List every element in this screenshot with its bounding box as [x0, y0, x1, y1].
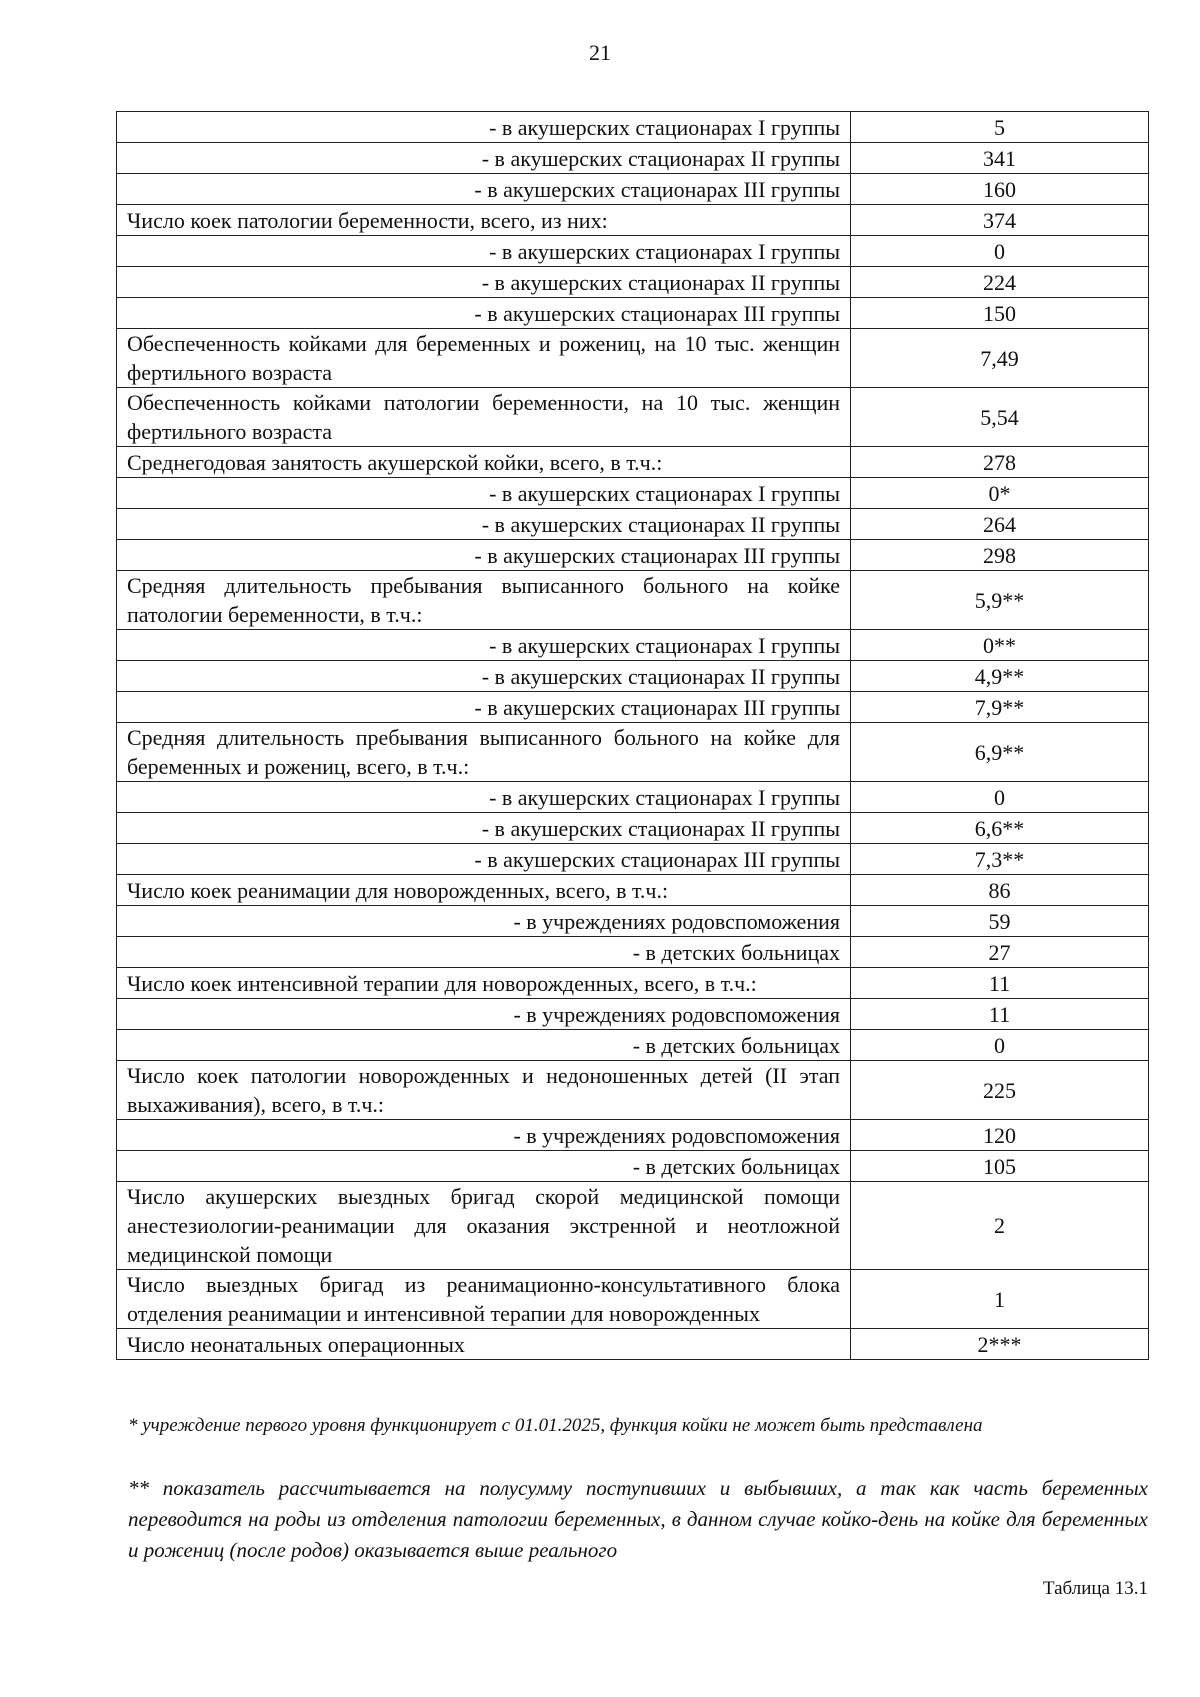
row-label: - в учреждениях родовспоможения [117, 1120, 851, 1151]
table-caption: Таблица 13.1 [1042, 1578, 1148, 1599]
row-label: Число неонатальных операционных [117, 1329, 851, 1360]
row-value: 2*** [851, 1329, 1149, 1360]
row-value: 7,3** [851, 844, 1149, 875]
table-row [117, 298, 1149, 329]
row-label: Обеспеченность койками патологии беременности, на 10 тыс. женщин фертильного возраста [117, 388, 851, 447]
table-row [117, 205, 1149, 236]
table-row [117, 267, 1149, 298]
table-row [117, 723, 1149, 782]
row-label: - в детских больницах [117, 1151, 851, 1182]
row-value: 27 [851, 937, 1149, 968]
row-label: - в учреждениях родовспоможения [117, 906, 851, 937]
row-value: 225 [851, 1061, 1149, 1120]
row-label: Число коек патологии новорожденных и недоношенных детей (II этап выхаживания), всего, в т.ч.: [117, 1061, 851, 1120]
table-row [117, 999, 1149, 1030]
row-value: 0 [851, 236, 1149, 267]
row-label: - в акушерских стационарах II группы [117, 661, 851, 692]
table-row [117, 1030, 1149, 1061]
row-label: - в акушерских стационарах III группы [117, 174, 851, 205]
table-row [117, 1061, 1149, 1120]
table-row [117, 143, 1149, 174]
row-value: 11 [851, 999, 1149, 1030]
row-label: - в акушерских стационарах II группы [117, 813, 851, 844]
row-value: 7,9** [851, 692, 1149, 723]
row-label: - в акушерских стационарах I группы [117, 782, 851, 813]
table-row [117, 813, 1149, 844]
table-row [117, 112, 1149, 143]
row-value: 6,9** [851, 723, 1149, 782]
row-label: - в детских больницах [117, 1030, 851, 1061]
table-row [117, 692, 1149, 723]
table-row [117, 236, 1149, 267]
row-value: 264 [851, 509, 1149, 540]
row-value: 150 [851, 298, 1149, 329]
row-value: 298 [851, 540, 1149, 571]
table-row [117, 968, 1149, 999]
row-value: 0 [851, 782, 1149, 813]
row-label: - в детских больницах [117, 937, 851, 968]
row-label: Число коек реанимации для новорожденных, всего, в т.ч.: [117, 875, 851, 906]
row-label: - в акушерских стационарах III группы [117, 844, 851, 875]
row-value: 59 [851, 906, 1149, 937]
row-value: 1 [851, 1270, 1149, 1329]
table-row [117, 1182, 1149, 1270]
row-value: 5,54 [851, 388, 1149, 447]
row-value: 7,49 [851, 329, 1149, 388]
row-label: - в акушерских стационарах III группы [117, 692, 851, 723]
table-row [117, 329, 1149, 388]
row-value: 11 [851, 968, 1149, 999]
table-row [117, 1270, 1149, 1329]
row-value: 86 [851, 875, 1149, 906]
table-row [117, 1151, 1149, 1182]
page-number: 21 [589, 40, 611, 65]
table-row [117, 906, 1149, 937]
table-row [117, 540, 1149, 571]
table-body [117, 112, 1149, 1360]
row-value: 278 [851, 447, 1149, 478]
table-row [117, 937, 1149, 968]
table-row [117, 571, 1149, 630]
table-row [117, 388, 1149, 447]
row-label: - в акушерских стационарах I группы [117, 630, 851, 661]
row-value: 160 [851, 174, 1149, 205]
row-label: - в акушерских стационарах III группы [117, 540, 851, 571]
row-label: - в учреждениях родовспоможения [117, 999, 851, 1030]
row-value: 4,9** [851, 661, 1149, 692]
table-row [117, 1329, 1149, 1360]
table-row [117, 509, 1149, 540]
row-value: 374 [851, 205, 1149, 236]
row-value: 224 [851, 267, 1149, 298]
table-row [117, 478, 1149, 509]
row-label: Число выездных бригад из реанимационно-консультативного блока отделения реанимации и интенсивной терапии для новорожденных [117, 1270, 851, 1329]
row-value: 6,6** [851, 813, 1149, 844]
statistics-table [116, 111, 1149, 1360]
table-row [117, 1120, 1149, 1151]
row-value: 5,9** [851, 571, 1149, 630]
footnote-first: * учреждение первого уровня функционирует с 01.01.2025, функция койки не может быть представлена [128, 1415, 983, 1436]
row-label: - в акушерских стационарах III группы [117, 298, 851, 329]
row-label: Число коек интенсивной терапии для новорожденных, всего, в т.ч.: [117, 968, 851, 999]
row-label: Средняя длительность пребывания выписанного больного на койке для беременных и рожениц, всего, в т.ч.: [117, 723, 851, 782]
row-label: - в акушерских стационарах I группы [117, 236, 851, 267]
table-row [117, 844, 1149, 875]
row-label: Число коек патологии беременности, всего, из них: [117, 205, 851, 236]
row-value: 0** [851, 630, 1149, 661]
row-label: Обеспеченность койками для беременных и рожениц, на 10 тыс. женщин фертильного возраста [117, 329, 851, 388]
table-row [117, 630, 1149, 661]
row-value: 120 [851, 1120, 1149, 1151]
table-row [117, 875, 1149, 906]
footnote-second: ** показатель рассчитывается на полусумму поступивших и выбывших, а так как часть беременных переводится на роды из отделения патологии беременных, в данном случае койко-день на койке для беременных и рожениц (после родов) оказывается выше реального [128, 1476, 1148, 1562]
table-row [117, 447, 1149, 478]
table-row [117, 782, 1149, 813]
row-label: Число акушерских выездных бригад скорой медицинской помощи анестезиологии-реанимации для оказания экстренной и неотложной медицинской помощи [117, 1182, 851, 1270]
row-label: Средняя длительность пребывания выписанного больного на койке патологии беременности, в т.ч.: [117, 571, 851, 630]
table-row [117, 661, 1149, 692]
row-label: - в акушерских стационарах I группы [117, 478, 851, 509]
row-value: 2 [851, 1182, 1149, 1270]
row-label: - в акушерских стационарах I группы [117, 112, 851, 143]
row-label: Среднегодовая занятость акушерской койки, всего, в т.ч.: [117, 447, 851, 478]
row-label: - в акушерских стационарах II группы [117, 267, 851, 298]
row-value: 0* [851, 478, 1149, 509]
row-value: 0 [851, 1030, 1149, 1061]
row-value: 5 [851, 112, 1149, 143]
row-label: - в акушерских стационарах II группы [117, 143, 851, 174]
row-label: - в акушерских стационарах II группы [117, 509, 851, 540]
table-row [117, 174, 1149, 205]
row-value: 341 [851, 143, 1149, 174]
row-value: 105 [851, 1151, 1149, 1182]
